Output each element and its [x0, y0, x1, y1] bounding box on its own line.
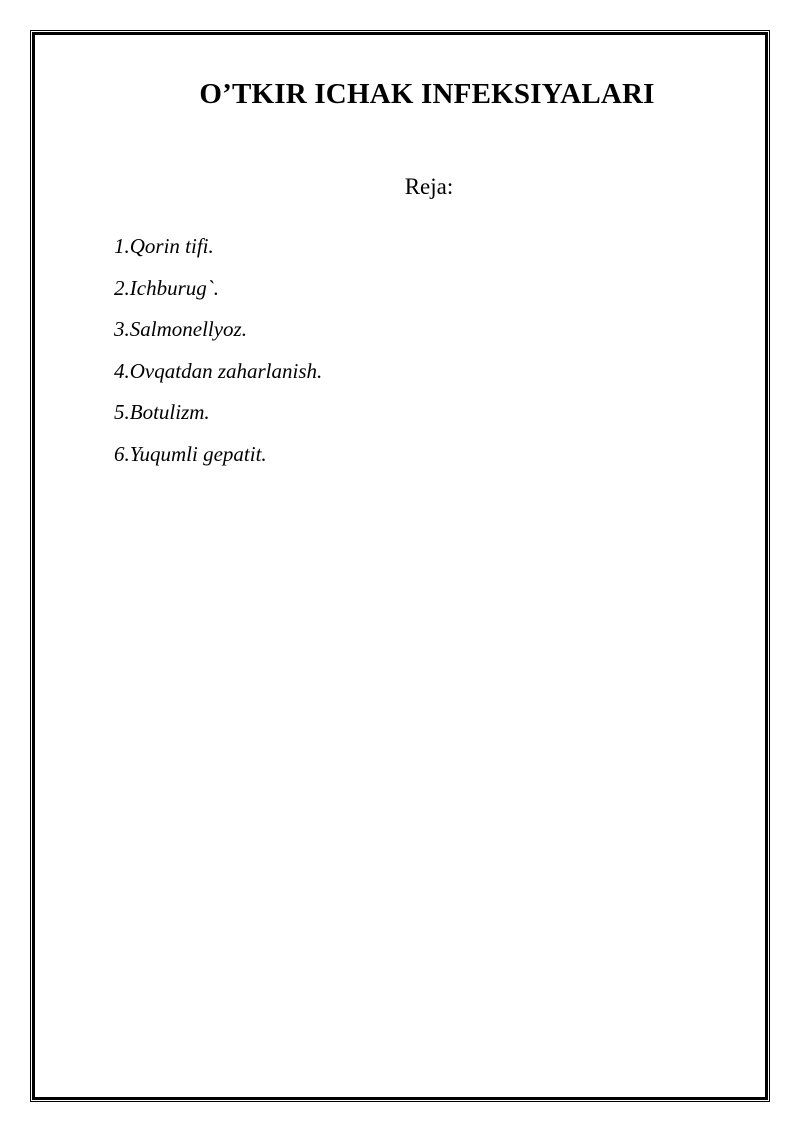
plan-heading: Reja:: [404, 174, 454, 199]
plan-list: [114, 226, 322, 475]
plan-item-4: 4.Ovqatdan zaharlanish.: [114, 358, 323, 383]
plan-item-1: 1.Qorin tifi.: [114, 234, 214, 258]
plan-item-3: 3.Salmonellyoz.: [114, 317, 247, 341]
plan-item-6: 6.Yuqumli gepatit.: [114, 441, 267, 466]
plan-item-5: 5.Botulizm.: [114, 400, 210, 424]
document-title: O’TKIR ICHAK INFEKSIYALARI: [199, 78, 655, 110]
plan-item-2: 2.Ichburug`.: [114, 275, 219, 300]
